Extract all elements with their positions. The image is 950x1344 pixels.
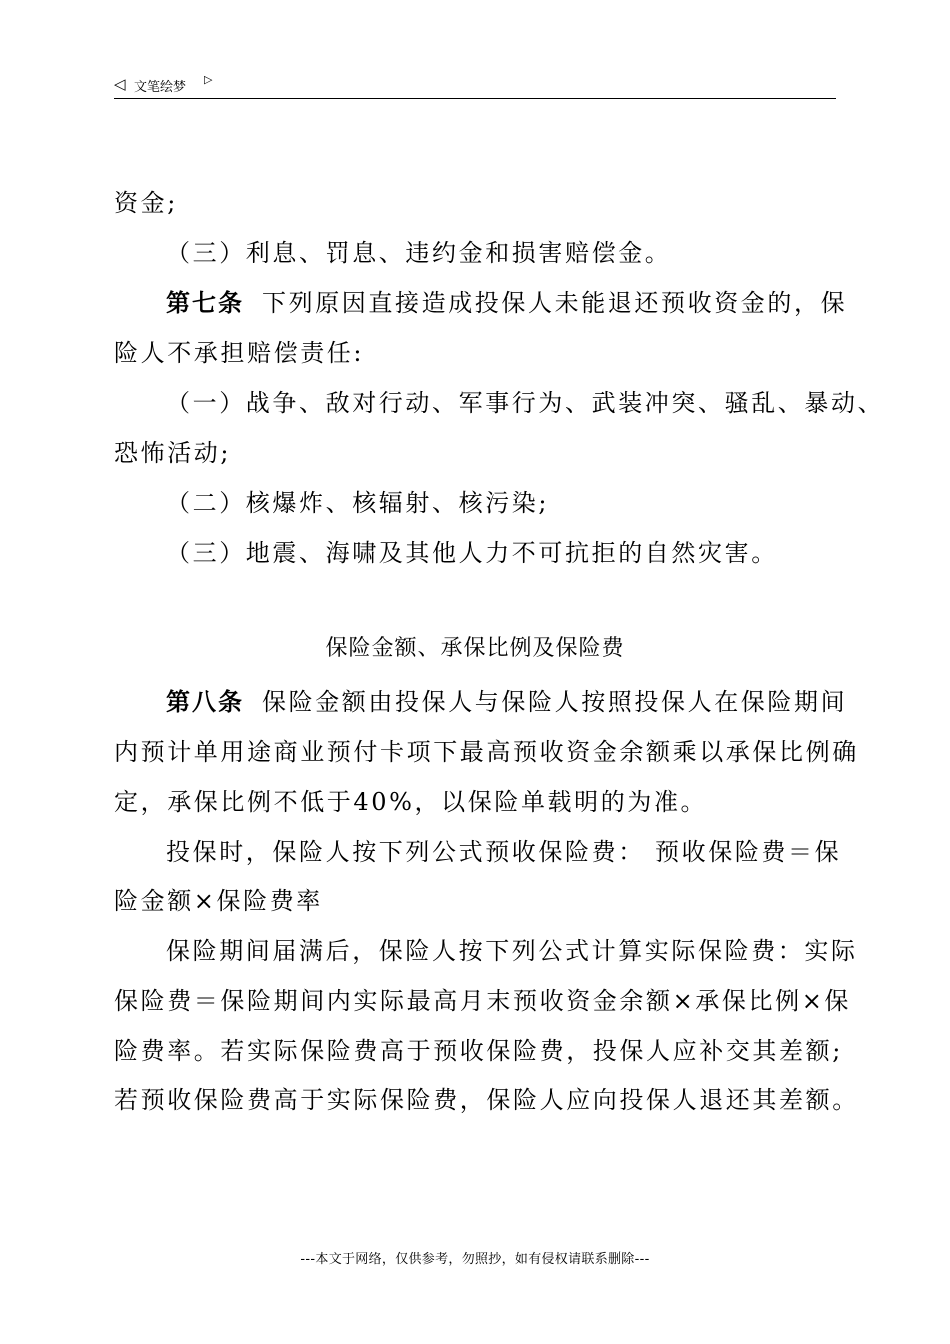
article-8-text: 保险金额由投保人与保险人按照投保人在保险期间 xyxy=(262,688,848,716)
article-7-text: 下列原因直接造成投保人未能退还预收资金的，保 xyxy=(262,289,848,317)
triangle-left-icon: ◁ xyxy=(114,75,126,93)
triangle-right-icon: ▷ xyxy=(204,73,213,86)
text-line: 定，承保比例不低于40%，以保险单载明的为准。 xyxy=(114,788,708,816)
article-8-line xyxy=(166,687,847,717)
text-line: 投保时，保险人按下列公式预收保险费： 预收保险费＝保 xyxy=(166,838,842,866)
text-line: 险费率。若实际保险费高于预收保险费，投保人应补交其差额; xyxy=(114,1037,843,1065)
page-header xyxy=(114,72,836,99)
text-line: 保险期间届满后，保险人按下列公式计算实际保险费：实际 xyxy=(166,937,858,965)
text-line: （三）地震、海啸及其他人力不可抗拒的自然灾害。 xyxy=(166,539,778,567)
article-7-line xyxy=(166,288,847,318)
text-line: 若预收保险费高于实际保险费，保险人应向投保人退还其差额。 xyxy=(114,1086,859,1114)
text-line: 险人不承担赔偿责任: xyxy=(114,339,365,367)
text-line: （一）战争、敌对行动、军事行为、武装冲突、骚乱、暴动、 xyxy=(166,389,885,417)
text-line: （三）利息、罚息、违约金和损害赔偿金。 xyxy=(166,239,672,267)
article-8-label: 第八条 xyxy=(166,688,244,716)
page-footer: ---本文于网络，仅供参考，勿照抄，如有侵权请联系删除--- xyxy=(300,1252,650,1267)
text-line: 内预计单用途商业预付卡项下最高预收资金余额乘以承保比例确 xyxy=(114,738,859,766)
text-line: 险金额×保险费率 xyxy=(114,887,323,915)
text-line: 保险费＝保险期间内实际最高月末预收资金余额×承保比例×保 xyxy=(114,987,852,1015)
header-title: 文笔绘梦 xyxy=(134,80,187,95)
text-line: （二）核爆炸、核辐射、核污染; xyxy=(166,489,550,517)
text-line: 资金; xyxy=(114,189,178,217)
section-title: 保险金额、承保比例及保险费 xyxy=(325,636,625,661)
article-7-label: 第七条 xyxy=(166,289,244,317)
text-line: 恐怖活动; xyxy=(114,439,232,467)
